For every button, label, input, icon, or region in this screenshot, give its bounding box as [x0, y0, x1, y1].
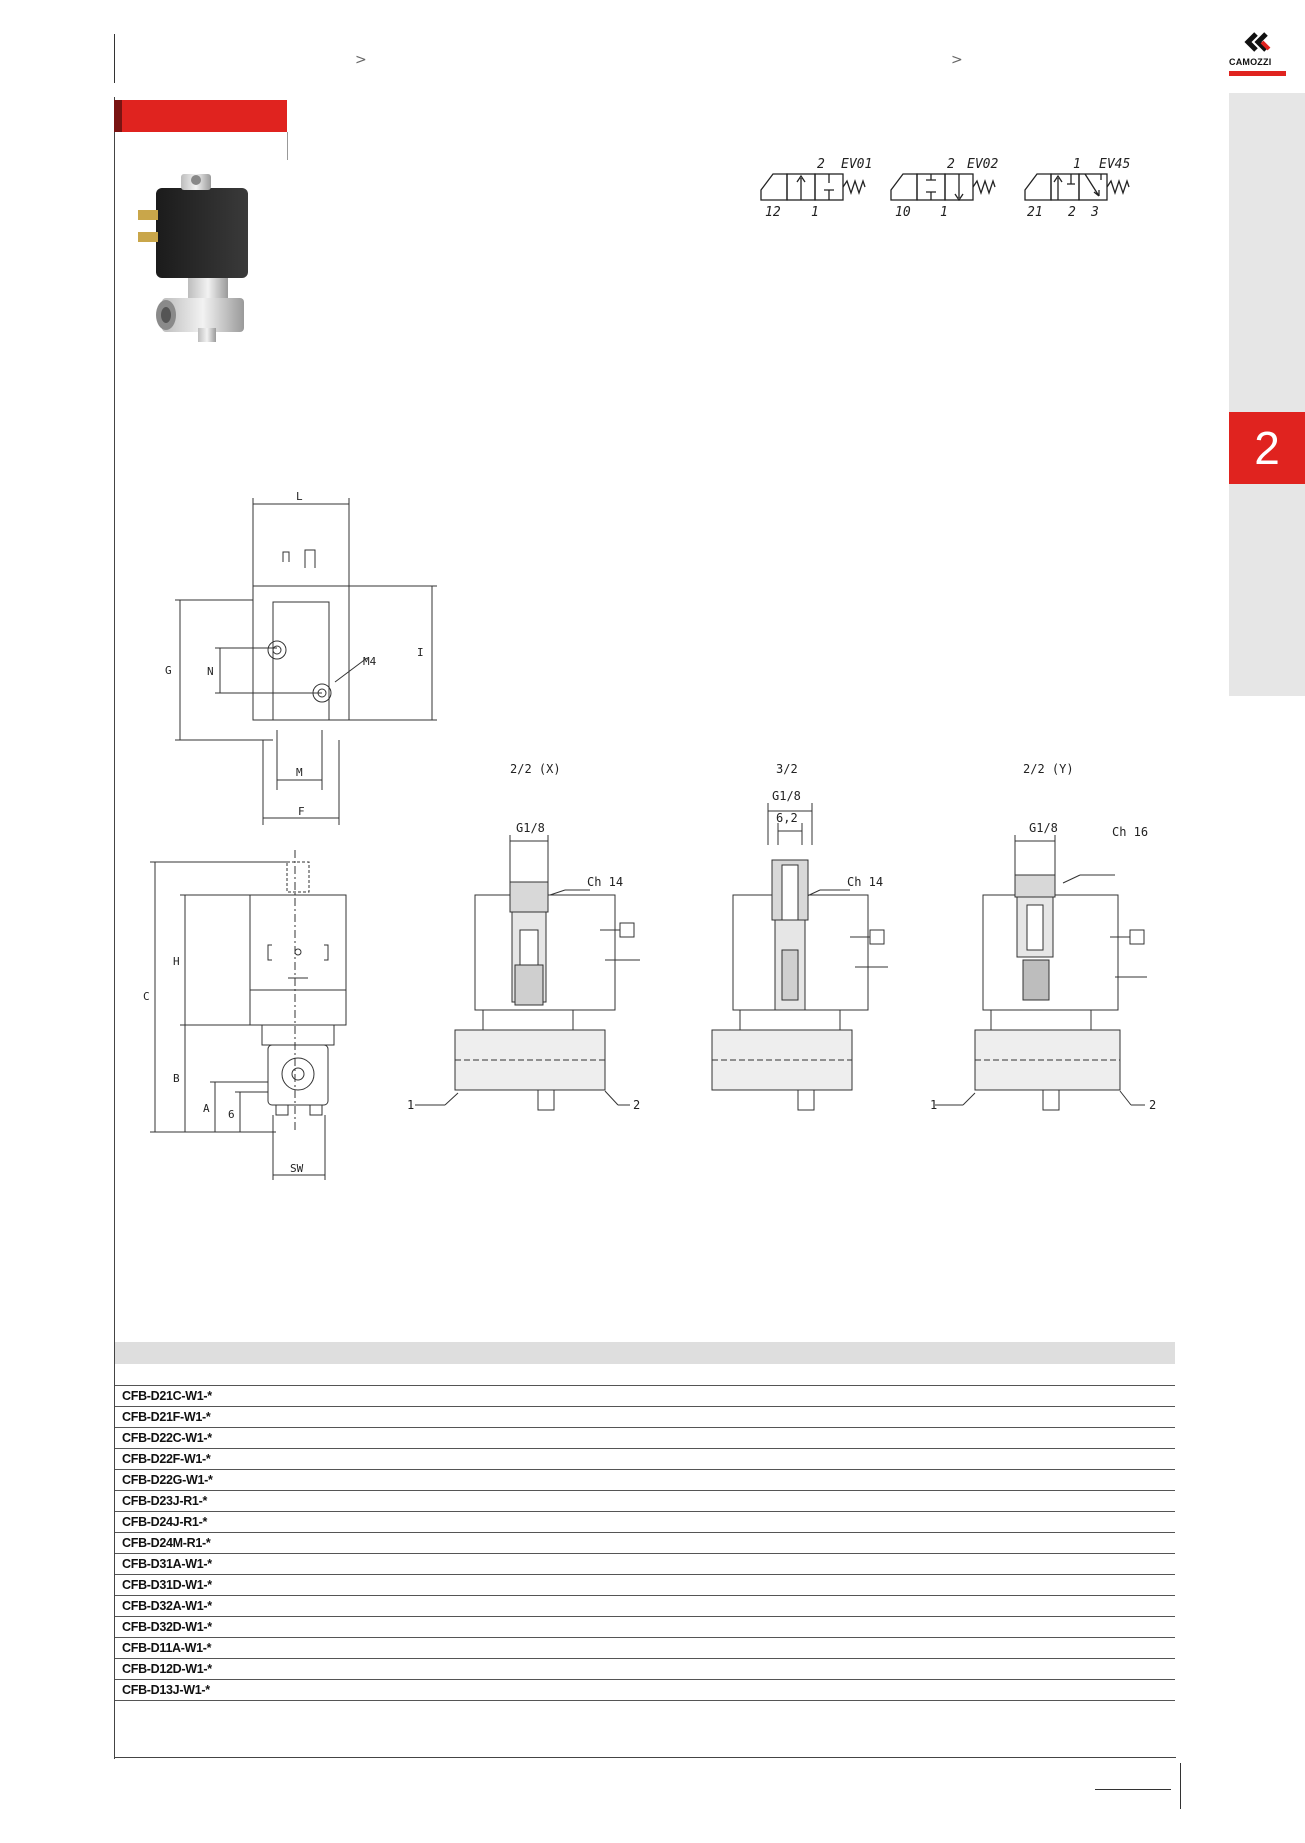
- table-row[interactable]: [115, 1449, 1175, 1470]
- table-row[interactable]: [115, 1491, 1175, 1512]
- symbol-port-label: 1: [940, 205, 948, 220]
- table-row: [115, 1364, 1175, 1386]
- dim-label: G: [165, 664, 172, 677]
- product-code: CFB-D12D-W1-*: [115, 1659, 1175, 1680]
- section-title: 3/2: [776, 762, 798, 776]
- dim-label: C: [143, 990, 150, 1003]
- product-code: CFB-D23J-R1-*: [115, 1491, 1175, 1512]
- breadcrumb-separator: >: [951, 52, 963, 68]
- table-row[interactable]: [115, 1407, 1175, 1428]
- product-code: CFB-D22G-W1-*: [115, 1470, 1175, 1491]
- product-code: CFB-D24M-R1-*: [115, 1533, 1175, 1554]
- chapter-side-panel: [1229, 93, 1305, 696]
- hex-label: Ch 14: [847, 875, 884, 889]
- port-label: 1: [407, 1098, 415, 1112]
- table-row[interactable]: [115, 1428, 1175, 1449]
- symbol-port-label: 1: [811, 205, 819, 220]
- section-header-bar: [114, 100, 287, 132]
- table-row[interactable]: [115, 1386, 1175, 1407]
- symbol-port-label: 3: [1091, 205, 1099, 220]
- table-row[interactable]: [115, 1575, 1175, 1596]
- section-title: 2/2 (X): [510, 762, 561, 776]
- solenoid-valve-photo: [126, 168, 276, 353]
- product-code: CFB-D32D-W1-*: [115, 1617, 1175, 1638]
- thread-label: G1/8: [1029, 821, 1058, 835]
- port-label: 2: [633, 1098, 641, 1112]
- table-row[interactable]: [115, 1533, 1175, 1554]
- dim-label: B: [173, 1072, 180, 1085]
- product-code: CFB-D11A-W1-*: [115, 1638, 1175, 1659]
- symbol-port-label: 2: [1068, 205, 1076, 220]
- section-view-2-2-y: [925, 755, 1175, 1145]
- dim-label: A: [203, 1102, 210, 1115]
- dim-label: SW: [290, 1162, 304, 1175]
- section-title: 2/2 (Y): [1023, 762, 1074, 776]
- table-header-row: [115, 1342, 1175, 1364]
- product-code: CFB-D21C-W1-*: [115, 1386, 1175, 1407]
- symbol-port-label: 12: [765, 205, 781, 220]
- product-code: CFB-D31A-W1-*: [115, 1554, 1175, 1575]
- dim-label: M4: [363, 655, 377, 668]
- product-code: CFB-D22F-W1-*: [115, 1449, 1175, 1470]
- dim-label: H: [173, 955, 180, 968]
- table-row[interactable]: [115, 1638, 1175, 1659]
- product-code: CFB-D32A-W1-*: [115, 1596, 1175, 1617]
- section-view-2-2-x: [400, 755, 660, 1145]
- port-label: 2: [1149, 1098, 1157, 1112]
- section-header-tick: [287, 132, 288, 160]
- section-header-accent: [114, 100, 122, 132]
- symbol-port-label: 2: [817, 157, 825, 172]
- chapter-tab[interactable]: 2: [1229, 412, 1305, 484]
- product-code: CFB-D13J-W1-*: [115, 1680, 1175, 1701]
- footer-rule: [1095, 1789, 1171, 1790]
- logo-underline: [1229, 71, 1286, 76]
- dim-label: F: [298, 805, 305, 818]
- logo-text: CAMOZZI: [1229, 57, 1272, 67]
- symbol-port-label: 1: [1073, 157, 1081, 172]
- dim-label: L: [296, 490, 303, 503]
- thread-label: G1/8: [772, 789, 801, 803]
- inner-dim-label: 6,2: [776, 811, 798, 825]
- dim-label: 6: [228, 1108, 235, 1121]
- symbol-port-label: 10: [895, 205, 911, 220]
- table-row[interactable]: [115, 1680, 1175, 1701]
- table-cell: [115, 1364, 1175, 1386]
- hex-label: Ch 14: [587, 875, 624, 889]
- thread-label: G1/8: [516, 821, 545, 835]
- product-code: CFB-D31D-W1-*: [115, 1575, 1175, 1596]
- table-row[interactable]: [115, 1554, 1175, 1575]
- table-row[interactable]: [115, 1512, 1175, 1533]
- symbol-port-label: 2: [947, 157, 955, 172]
- port-label: 1: [930, 1098, 938, 1112]
- product-code-table: [115, 1342, 1175, 1701]
- product-code: CFB-D21F-W1-*: [115, 1407, 1175, 1428]
- symbol-port-label: 21: [1027, 205, 1043, 220]
- table-row[interactable]: [115, 1470, 1175, 1491]
- section-view-3-2: [700, 755, 930, 1145]
- dim-label: I: [417, 646, 424, 659]
- table-row[interactable]: [115, 1617, 1175, 1638]
- product-code: CFB-D24J-R1-*: [115, 1512, 1175, 1533]
- hex-label: Ch 16: [1112, 825, 1149, 839]
- table-row[interactable]: [115, 1659, 1175, 1680]
- footer-divider: [1180, 1763, 1181, 1809]
- product-code: CFB-D22C-W1-*: [115, 1428, 1175, 1449]
- valve-symbols: [755, 150, 1150, 225]
- table-header-cell: [115, 1342, 1175, 1364]
- dim-label: N: [207, 665, 214, 678]
- dim-label: M: [296, 766, 303, 779]
- symbol-name: EV45: [1099, 157, 1131, 172]
- breadcrumb-separator: >: [355, 52, 367, 68]
- table-row[interactable]: [115, 1596, 1175, 1617]
- side-view-drawing: [140, 850, 400, 1190]
- symbol-name: EV01: [841, 157, 873, 172]
- symbol-name: EV02: [967, 157, 999, 172]
- page-bottom-rule: [114, 1757, 1176, 1758]
- margin-line-top: [114, 34, 115, 83]
